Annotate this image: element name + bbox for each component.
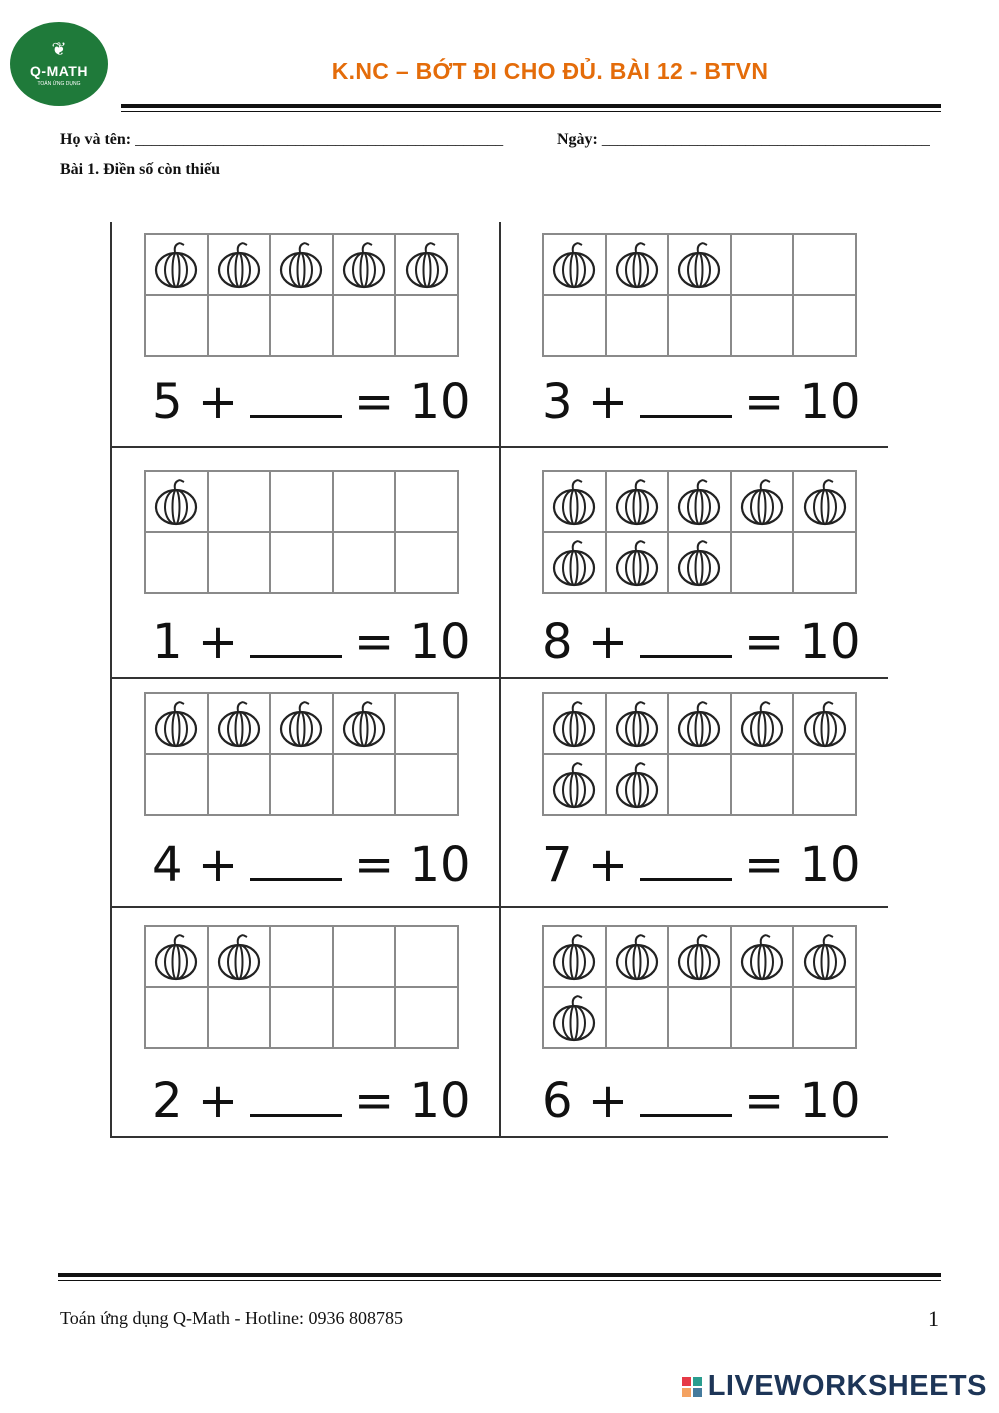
leaf-icon: ❦ (51, 39, 67, 60)
ten-frame-cell (606, 234, 669, 295)
ten-frame-cell (208, 532, 271, 593)
ten-frame-cell (793, 926, 856, 987)
name-label: Họ và tên: (60, 131, 132, 148)
pumpkin-icon (737, 477, 787, 527)
qmath-logo (10, 22, 108, 106)
pumpkin-icon (549, 477, 599, 527)
grid-row-divider (110, 906, 888, 908)
ten-frame-cell (793, 295, 856, 356)
pumpkin-icon (674, 477, 724, 527)
equation (542, 1073, 892, 1129)
ten-frame-cell (333, 234, 396, 295)
ten-frame (542, 692, 857, 816)
equation (542, 837, 892, 893)
pumpkin-icon (612, 760, 662, 810)
ten-frame-cell (208, 926, 271, 987)
ten-frame-cell (543, 987, 606, 1048)
equals-sign: = (354, 1073, 395, 1129)
ten-frame-cell (145, 754, 208, 815)
ten-frame-cell (208, 693, 271, 754)
pumpkin-icon (151, 477, 201, 527)
ten-frame (144, 233, 459, 357)
grid-center-divider (499, 222, 501, 1138)
ten-frame-cell (731, 532, 794, 593)
equals-sign: = (744, 837, 785, 893)
total: 10 (799, 837, 861, 893)
ten-frame-cell (543, 532, 606, 593)
ten-frame-cell (270, 234, 333, 295)
equation (152, 374, 502, 430)
total: 10 (799, 1073, 861, 1129)
ten-frame-cell (395, 234, 458, 295)
ten-frame-cell (333, 471, 396, 532)
ten-frame-cell (731, 693, 794, 754)
pumpkin-icon (800, 477, 850, 527)
ten-frame-cell (395, 693, 458, 754)
plus-sign: + (587, 614, 629, 670)
ten-frame-cell (270, 693, 333, 754)
grid-left-border (110, 222, 112, 1138)
ten-frame-cell (270, 471, 333, 532)
plus-sign: + (587, 1073, 629, 1129)
ten-frame-cell (395, 295, 458, 356)
addend: 3 (542, 374, 573, 430)
header-rule-thick (121, 104, 941, 108)
ten-frame-cell (731, 295, 794, 356)
addend: 7 (542, 837, 573, 893)
pumpkin-icon (612, 932, 662, 982)
ten-frame (144, 692, 459, 816)
plus-sign: + (587, 374, 629, 430)
pumpkin-icon (549, 993, 599, 1043)
answer-blank[interactable] (250, 381, 342, 418)
pumpkin-icon (674, 932, 724, 982)
ten-frame-cell (606, 532, 669, 593)
equals-sign: = (354, 614, 395, 670)
plus-sign: + (197, 1073, 239, 1129)
date-line[interactable]: _________________________________________ (601, 131, 930, 148)
date-field (557, 131, 930, 149)
ten-frame-cell (793, 987, 856, 1048)
liveworksheets-icon (682, 1377, 702, 1397)
ten-frame-cell (668, 987, 731, 1048)
ten-frame-cell (543, 471, 606, 532)
equation (542, 614, 892, 670)
page-title: K.NC – BỚT ĐI CHO ĐỦ. BÀI 12 - BTVN (331, 58, 769, 84)
page-number: 1 (928, 1306, 939, 1331)
ten-frame-cell (145, 532, 208, 593)
ten-frame-cell (793, 471, 856, 532)
ten-frame-cell (208, 295, 271, 356)
liveworksheets-watermark (682, 1370, 987, 1403)
logo-tagline: TOÁN ỨNG DỤNG (37, 81, 81, 87)
watermark-text: LIVEWORKSHEETS (707, 1370, 987, 1402)
addend: 1 (152, 614, 183, 670)
ten-frame-cell (668, 926, 731, 987)
ten-frame-cell (543, 295, 606, 356)
ten-frame-cell (793, 532, 856, 593)
equals-sign: = (744, 374, 785, 430)
ten-frame-cell (395, 926, 458, 987)
equation (152, 837, 502, 893)
answer-blank[interactable] (640, 381, 732, 418)
equals-sign: = (744, 614, 785, 670)
ten-frame-cell (145, 234, 208, 295)
addend: 2 (152, 1073, 183, 1129)
total: 10 (409, 614, 471, 670)
grid-row-divider (110, 446, 888, 448)
pumpkin-icon (800, 932, 850, 982)
ten-frame-cell (333, 926, 396, 987)
ten-frame-cell (731, 926, 794, 987)
ten-frame-cell (145, 693, 208, 754)
pumpkin-icon (612, 477, 662, 527)
ten-frame (144, 470, 459, 594)
ten-frame-cell (145, 295, 208, 356)
total: 10 (799, 374, 861, 430)
pumpkin-icon (612, 699, 662, 749)
ten-frame-cell (395, 987, 458, 1048)
pumpkin-icon (402, 240, 452, 290)
ten-frame-cell (333, 532, 396, 593)
ten-frame-cell (731, 987, 794, 1048)
pumpkin-icon (151, 699, 201, 749)
equals-sign: = (744, 1073, 785, 1129)
ten-frame-cell (543, 693, 606, 754)
ten-frame-cell (793, 754, 856, 815)
pumpkin-icon (214, 932, 264, 982)
total: 10 (409, 1073, 471, 1129)
pumpkin-icon (151, 932, 201, 982)
ten-frame-cell (270, 295, 333, 356)
header-rule-thin (121, 111, 941, 112)
ten-frame (144, 925, 459, 1049)
pumpkin-icon (214, 240, 264, 290)
pumpkin-icon (612, 538, 662, 588)
total: 10 (409, 374, 471, 430)
pumpkin-icon (549, 932, 599, 982)
ten-frame-cell (606, 693, 669, 754)
addend: 6 (542, 1073, 573, 1129)
ten-frame-cell (270, 532, 333, 593)
pumpkin-icon (674, 240, 724, 290)
answer-blank[interactable] (640, 621, 732, 658)
ten-frame-cell (208, 754, 271, 815)
pumpkin-icon (612, 240, 662, 290)
ten-frame-cell (145, 471, 208, 532)
total: 10 (799, 614, 861, 670)
plus-sign: + (197, 837, 239, 893)
ten-frame-cell (606, 987, 669, 1048)
ten-frame-cell (333, 754, 396, 815)
plus-sign: + (197, 374, 239, 430)
ten-frame-cell (333, 987, 396, 1048)
ten-frame-cell (145, 987, 208, 1048)
pumpkin-icon (339, 240, 389, 290)
equation (542, 374, 892, 430)
ten-frame-cell (668, 471, 731, 532)
pumpkin-icon (737, 699, 787, 749)
pumpkin-icon (800, 699, 850, 749)
pumpkin-icon (549, 760, 599, 810)
ten-frame-cell (731, 234, 794, 295)
ten-frame-cell (668, 693, 731, 754)
ten-frame-cell (668, 754, 731, 815)
ten-frame-cell (395, 471, 458, 532)
pumpkin-icon (674, 538, 724, 588)
ten-frame-cell (270, 987, 333, 1048)
equals-sign: = (354, 374, 395, 430)
pumpkin-icon (674, 699, 724, 749)
grid-row-divider (110, 677, 888, 679)
date-label: Ngày: (557, 131, 598, 148)
plus-sign: + (587, 837, 629, 893)
footer-rule-thick (58, 1273, 941, 1277)
addend: 4 (152, 837, 183, 893)
ten-frame-cell (606, 926, 669, 987)
answer-blank[interactable] (640, 844, 732, 881)
ten-frame-cell (606, 295, 669, 356)
ten-frame-cell (208, 234, 271, 295)
ten-frame-cell (793, 693, 856, 754)
ten-frame-cell (543, 754, 606, 815)
ten-frame-cell (668, 532, 731, 593)
equation (152, 614, 502, 670)
pumpkin-icon (276, 240, 326, 290)
ten-frame-cell (395, 532, 458, 593)
ten-frame-cell (731, 471, 794, 532)
pumpkin-icon (549, 240, 599, 290)
ten-frame-cell (333, 693, 396, 754)
ten-frame-cell (333, 295, 396, 356)
pumpkin-icon (214, 699, 264, 749)
ten-frame-cell (145, 926, 208, 987)
pumpkin-icon (339, 699, 389, 749)
ten-frame-cell (606, 754, 669, 815)
name-line[interactable]: ______________________________________________ (135, 131, 504, 148)
addend: 8 (542, 614, 573, 670)
answer-blank[interactable] (250, 844, 342, 881)
exercise-title: Bài 1. Điền số còn thiếu (60, 161, 221, 178)
pumpkin-icon (737, 932, 787, 982)
ten-frame-cell (606, 471, 669, 532)
ten-frame (542, 925, 857, 1049)
ten-frame (542, 470, 857, 594)
footer-text: Toán ứng dụng Q-Math - Hotline: 0936 808785 (60, 1308, 403, 1328)
name-field (60, 131, 503, 149)
plus-sign: + (197, 614, 239, 670)
ten-frame-cell (270, 926, 333, 987)
pumpkin-icon (151, 240, 201, 290)
answer-blank[interactable] (250, 621, 342, 658)
pumpkin-icon (549, 538, 599, 588)
ten-frame-cell (208, 987, 271, 1048)
equals-sign: = (354, 837, 395, 893)
ten-frame-cell (543, 926, 606, 987)
addend: 5 (152, 374, 183, 430)
answer-blank[interactable] (250, 1080, 342, 1117)
ten-frame-cell (731, 754, 794, 815)
ten-frame-cell (270, 754, 333, 815)
ten-frame-cell (543, 234, 606, 295)
total: 10 (409, 837, 471, 893)
ten-frame (542, 233, 857, 357)
grid-bottom-border (110, 1136, 888, 1138)
pumpkin-icon (276, 699, 326, 749)
equation (152, 1073, 502, 1129)
answer-blank[interactable] (640, 1080, 732, 1117)
ten-frame-cell (793, 234, 856, 295)
ten-frame-cell (668, 234, 731, 295)
ten-frame-cell (395, 754, 458, 815)
ten-frame-cell (668, 295, 731, 356)
logo-brand: Q-MATH (30, 63, 88, 79)
footer-rule-thin (58, 1280, 941, 1281)
pumpkin-icon (549, 699, 599, 749)
ten-frame-cell (208, 471, 271, 532)
